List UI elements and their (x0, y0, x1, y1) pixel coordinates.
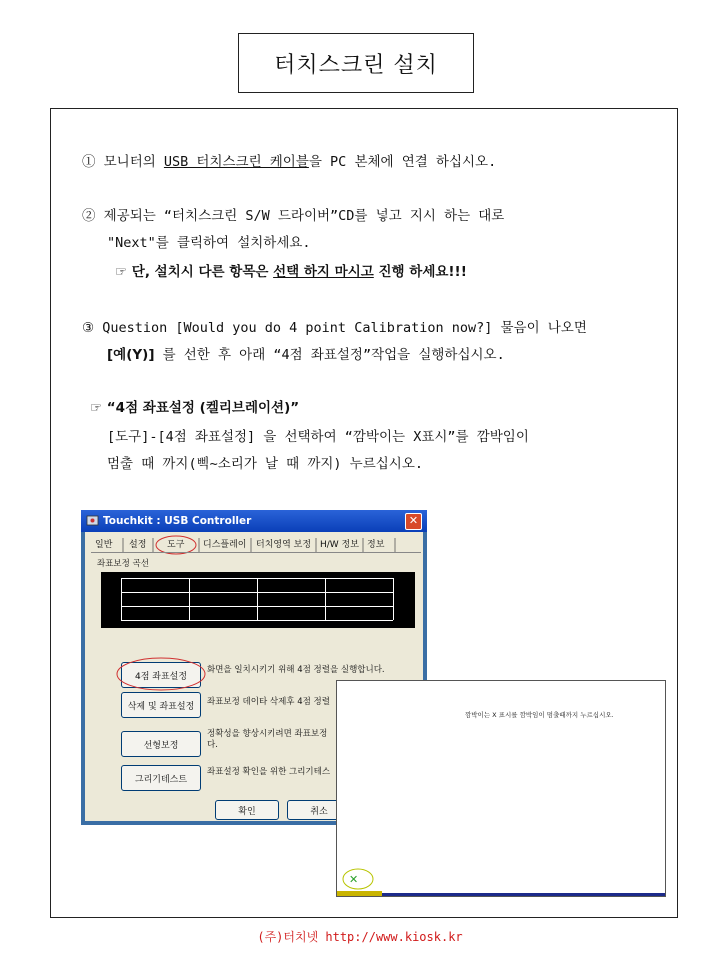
app-icon (86, 514, 99, 527)
clear-description: 좌표보정 데이타 삭제후 4점 정렬 (207, 697, 330, 707)
ok-button[interactable]: 확인 (215, 800, 279, 820)
tab-general[interactable]: 일반 (95, 540, 113, 550)
tab-divider (91, 552, 421, 553)
tab-tools[interactable]: 도구 (167, 540, 185, 550)
step-2-note-suffix: 진행 하세요!!! (373, 264, 467, 280)
calibration-note-line-1: [도구]-[4점 좌표설정] 을 선택하여 “깜박이는 X표시”를 깜박임이 (107, 429, 529, 445)
four-point-description: 화면을 일치시키기 위해 4점 정렬을 실행합니다. (207, 665, 385, 675)
step-3-line-1: ③ Question [Would you do 4 point Calibration now?] 물음이 나오면 (82, 320, 587, 336)
linearization-description-2: 다. (207, 740, 218, 750)
window-titlebar (81, 510, 427, 532)
calibration-screen (336, 680, 666, 897)
step-2-note-underlined: 선택 하지 마시고 (273, 264, 374, 280)
step-2-note-prefix: ☞ 단, 설치시 다른 항목은 (115, 264, 274, 280)
tab-touch-area[interactable]: 터치영역 보정 (256, 540, 312, 550)
clear-and-calibrate-button[interactable]: 삭제 및 좌표설정 (121, 692, 201, 718)
step-2-note (115, 260, 467, 280)
calibration-progress-segment (337, 891, 382, 896)
step-3-line-2-rest: 를 선한 후 아래 “4점 좌표설정”작업을 실행하십시오. (154, 347, 505, 363)
linearization-description: 정확성을 향상시키려면 좌표보정 (207, 729, 328, 739)
calibration-note-title: ☞ “4점 좌표설정 (켈리브레이션)” (90, 400, 300, 416)
calibration-note-line-2: 멈출 때 까지(삑~소리가 날 때 까지) 누르십시오. (107, 456, 424, 472)
tab-info[interactable]: 정보 (367, 540, 385, 550)
tab-settings[interactable]: 설정 (129, 540, 147, 550)
linearization-button[interactable]: 선형보정 (121, 731, 201, 757)
close-button[interactable]: ✕ (405, 513, 422, 530)
step-2-line-1: ② 제공되는 “터치스크린 S/W 드라이버”CD를 넣고 지시 하는 대로 (82, 208, 505, 224)
four-point-calibration-button[interactable]: 4점 좌표설정 (121, 662, 201, 688)
step-2-line-2: "Next"를 클릭하여 설치하세요. (107, 235, 311, 251)
calibration-curve-grid (101, 572, 415, 628)
window-title: Touchkit : USB Controller (103, 515, 252, 527)
tab-display[interactable]: 디스플레이 (203, 540, 247, 550)
yes-option-text: [예(Y)] (107, 347, 155, 363)
group-label: 좌표보정 곡선 (97, 559, 149, 569)
draw-test-button[interactable]: 그리기테스트 (121, 765, 201, 791)
footer-company[interactable]: (주)터치넷 http://www.kiosk.kr (257, 930, 463, 944)
step-1-prefix: ① 모니터의 (82, 154, 164, 170)
calibration-bottom-bar (337, 893, 665, 896)
highlight-circle (115, 656, 207, 692)
page-title: 터치스크린 설치 (238, 33, 474, 93)
cancel-button[interactable]: 취소 (287, 800, 351, 820)
x-marker-icon[interactable]: ✕ (349, 873, 359, 886)
step-1 (82, 150, 496, 170)
usb-cable-text: USB 터치스크린 케이블 (163, 154, 309, 170)
draw-test-description: 좌표설정 확인을 위한 그리기테스 (207, 767, 331, 777)
tab-hw-info[interactable]: H/W 정보 (320, 540, 359, 550)
step-1-suffix: 을 PC 본체에 연결 하십시오. (308, 154, 497, 170)
step-3-line-2 (107, 343, 505, 363)
calibration-instruction: 깜박이는 X 표시를 깜박임이 멈출때까지 누르십시오. (465, 711, 614, 719)
